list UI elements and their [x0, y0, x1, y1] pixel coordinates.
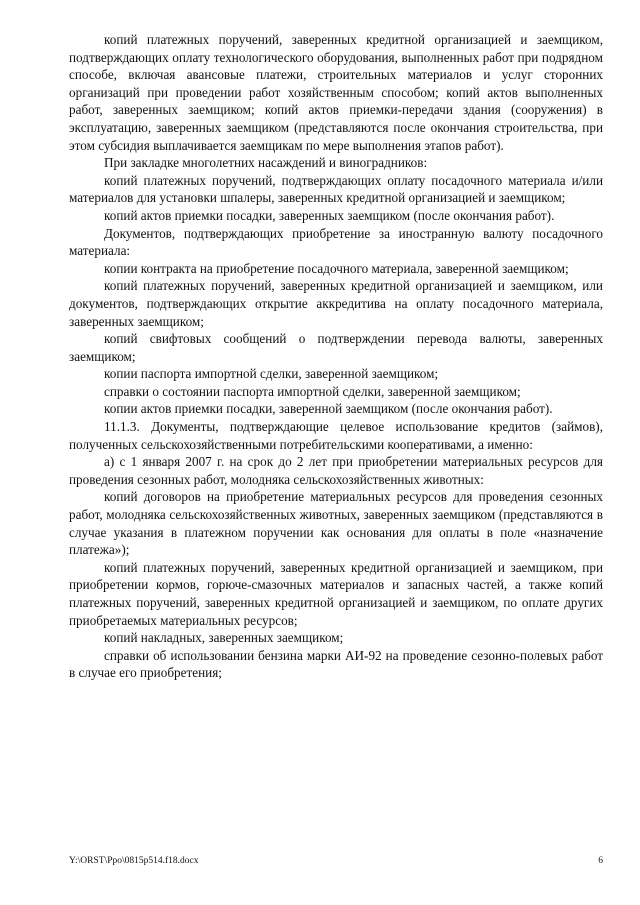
- paragraph-11: копии актов приемки посадки, заверенной заемщиком (после окончания работ).: [104, 401, 553, 417]
- paragraph-2: При закладке многолетних насаждений и виноградников:: [104, 155, 428, 171]
- paragraph-17: справки об использовании бензина марки АИ-92 на проведение сезонно-полевых работ в случае его приобретения;: [69, 647, 603, 681]
- paragraph-10: справки о состоянии паспорта импортной сделки, заверенной заемщиком;: [104, 383, 521, 399]
- paragraph-14: копий договоров на приобретение материальных ресурсов для проведения сезонных работ, молодняка сельскохозяйственных животных, заверенных заемщиком (представляются в случае указания в платежном поручении как основания для оплаты в поле «назначение платежа»);: [69, 489, 603, 558]
- paragraph-5: Документов, подтверждающих приобретение за иностранную валюту посадочного материала:: [69, 225, 603, 259]
- paragraph-4: копий актов приемки посадки, заверенных заемщиком (после окончания работ).: [104, 207, 555, 223]
- paragraph-15: копий платежных поручений, заверенных кредитной организацией и заемщиком, при приобретении кормов, горюче-смазочных материалов и запасных частей, а также копий платежных поручений, заверенных кредитной организацией и заемщиком, по оплате других приобретаемых материальных ресурсов;: [69, 559, 603, 628]
- paragraph-16: копий накладных, заверенных заемщиком;: [104, 630, 344, 646]
- footer-page-number: 6: [598, 856, 603, 866]
- paragraph-8: копий свифтовых сообщений о подтверждении перевода валюты, заверенных заемщиком;: [69, 331, 603, 364]
- footer-file-path: Y:\ORST\Ppo\0815p514.f18.docx: [69, 856, 199, 866]
- paragraph-12: 11.1.3. Документы, подтверждающие целевое использование кредитов (займов), полученных сельскохозяйственными потребительскими кооперативами, а именно:: [69, 419, 603, 452]
- paragraph-6: копии контракта на приобретение посадочного материала, заверенной заемщиком;: [104, 260, 569, 276]
- document-body: [69, 31, 603, 682]
- paragraph-7: копий платежных поручений, заверенных кредитной организацией и заемщиком, или документов, подтверждающих открытие аккредитива на оплату посадочного материала, заверенных заемщиком;: [69, 278, 603, 329]
- paragraph-3: копий платежных поручений, подтверждающих оплату посадочного материала и/или материалов для установки шпалеры, заверенных кредитной организацией и заемщиком;: [69, 172, 603, 206]
- paragraph-9: копии паспорта импортной сделки, заверенной заемщиком;: [104, 366, 439, 382]
- paragraph-1: копий платежных поручений, заверенных кредитной организацией и заемщиком, подтверждающих оплату технологического оборудования, выполненных работ при подрядном способе, включая авансовые платежи, строительных материалов и услуг сторонних организаций при проведении работ хозяйственным способом; копий актов выполненных работ, заверенных заемщиком; копий актов приемки-передачи здания (сооружения) в эксплуатацию, заверенных заемщиком (представляются после окончания строительства, при этом субсидия выплачивается заемщикам по мере выполнения этапов работ).: [69, 32, 603, 153]
- paragraph-13: а) с 1 января 2007 г. на срок до 2 лет при приобретении материальных ресурсов для проведения сезонных работ, молодняка сельскохозяйственных животных:: [69, 454, 603, 487]
